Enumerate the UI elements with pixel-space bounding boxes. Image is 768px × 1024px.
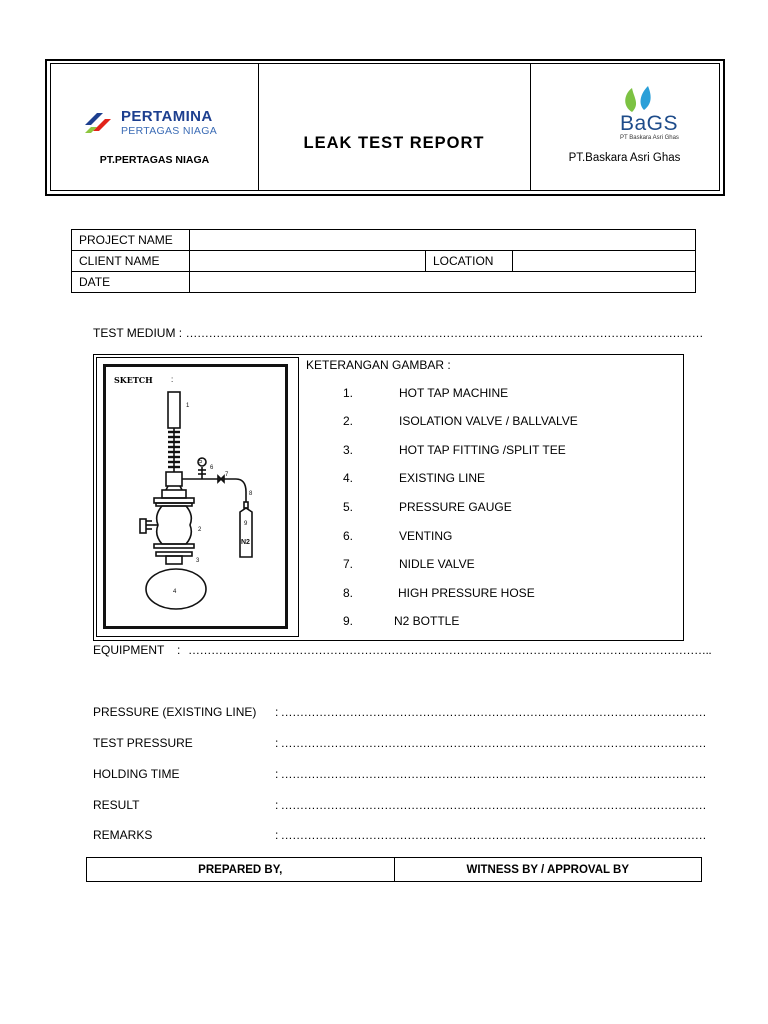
sketch-part-1: 1 bbox=[186, 403, 190, 409]
sketch-part-5: 5 bbox=[199, 459, 203, 465]
legend-item-9-text: N2 BOTTLE bbox=[394, 614, 460, 628]
sketch-frame bbox=[96, 357, 299, 637]
test-medium-label: TEST MEDIUM : bbox=[93, 326, 183, 340]
project-name-field[interactable] bbox=[190, 230, 696, 251]
project-name-row bbox=[72, 230, 696, 251]
client-name-field[interactable] bbox=[190, 251, 426, 272]
result-label: RESULT bbox=[93, 798, 140, 812]
sketch-part-7: 7 bbox=[225, 472, 229, 478]
witness-approval-cell[interactable]: WITNESS BY / APPROVAL BY bbox=[394, 858, 702, 882]
sketch-bottle-label: N2 bbox=[241, 539, 250, 546]
test-medium-line bbox=[93, 326, 703, 340]
legend-item-8-num: 8. bbox=[343, 586, 354, 600]
legend-item-2-num: 2. bbox=[343, 414, 354, 428]
legend-item-7-num: 7. bbox=[343, 557, 354, 571]
header-right-cell bbox=[530, 64, 719, 190]
pertamina-logo-icon bbox=[83, 109, 119, 137]
legend-item-4-num: 4. bbox=[343, 471, 354, 485]
test-medium-dots[interactable]: ……………………………………………………………………………………………………………………… bbox=[185, 326, 703, 340]
legend-item-9-num: 9. bbox=[343, 614, 354, 628]
report-title: LEAK TEST REPORT bbox=[303, 134, 485, 152]
legend-item-5-text: PRESSURE GAUGE bbox=[399, 500, 512, 514]
project-name-label: PROJECT NAME bbox=[72, 230, 190, 251]
equipment-label: EQUIPMENT bbox=[93, 643, 165, 657]
bags-logo-icon bbox=[620, 84, 666, 114]
pertamina-logo-sub: PERTAGAS NIAGA bbox=[121, 125, 218, 137]
sketch-label: SKETCH bbox=[114, 375, 153, 385]
remarks-field[interactable]: : ………………………………………………………………………………………………… bbox=[275, 828, 707, 842]
bags-logo-word: BaGS bbox=[620, 112, 679, 135]
legend-item-6-text: VENTING bbox=[399, 529, 453, 543]
signature-row bbox=[87, 858, 702, 882]
signature-table bbox=[86, 857, 702, 882]
date-label: DATE bbox=[72, 272, 190, 293]
report-header bbox=[45, 59, 725, 196]
test-pressure-field[interactable]: : ………………………………………………………………………………………………… bbox=[275, 736, 707, 750]
equipment-line bbox=[93, 643, 712, 657]
sketch-drawing-area bbox=[103, 364, 288, 629]
sketch-part-9: 9 bbox=[244, 521, 248, 527]
legend-item-6-num: 6. bbox=[343, 529, 354, 543]
legend-item-7-text: NIDLE VALVE bbox=[399, 557, 475, 571]
right-company-name: PT.Baskara Asri Ghas bbox=[568, 152, 681, 164]
bags-logo-sub: PT Baskara Asri Ghas bbox=[620, 135, 679, 141]
legend-item-5-num: 5. bbox=[343, 500, 354, 514]
header-left-cell bbox=[51, 64, 259, 190]
legend-item-4-text: EXISTING LINE bbox=[399, 471, 486, 485]
client-name-row bbox=[72, 251, 696, 272]
legend-item-1-text: HOT TAP MACHINE bbox=[399, 386, 509, 400]
sketch-part-4: 4 bbox=[173, 589, 177, 595]
pressure-existing-line-field[interactable]: : ………………………………………………………………………………………………… bbox=[275, 705, 707, 719]
pertamina-logo bbox=[83, 109, 263, 141]
equipment-dots[interactable]: ……………………………………………………………………………………………………………………….. bbox=[188, 643, 712, 657]
legend-item-2-text: ISOLATION VALVE / BALLVALVE bbox=[399, 414, 578, 428]
test-pressure-label: TEST PRESSURE bbox=[93, 736, 193, 750]
legend-title: KETERANGAN GAMBAR : bbox=[306, 358, 451, 372]
legend-item-3-num: 3. bbox=[343, 443, 354, 457]
location-field[interactable] bbox=[513, 251, 696, 272]
pressure-existing-line-label: PRESSURE (EXISTING LINE) bbox=[93, 705, 257, 719]
hot-tap-leak-test-sketch-icon bbox=[106, 367, 285, 626]
prepared-by-cell[interactable]: PREPARED BY, bbox=[87, 858, 395, 882]
sketch-part-3: 3 bbox=[196, 558, 200, 564]
left-company-name: PT.PERTAGAS NIAGA bbox=[99, 154, 210, 166]
legend-item-8-text: HIGH PRESSURE HOSE bbox=[398, 586, 535, 600]
legend-item-3-text: HOT TAP FITTING /SPLIT TEE bbox=[399, 443, 566, 457]
legend-item-1-num: 1. bbox=[343, 386, 354, 400]
sketch-part-8: 8 bbox=[249, 491, 253, 497]
bags-logo bbox=[618, 84, 698, 144]
date-field[interactable] bbox=[190, 272, 696, 293]
sketch-part-2: 2 bbox=[198, 527, 202, 533]
pertamina-logo-word: PERTAMINA bbox=[121, 108, 213, 125]
equipment-colon: : bbox=[177, 643, 181, 657]
sketch-label-colon: : bbox=[171, 375, 174, 384]
holding-time-field[interactable]: : ………………………………………………………………………………………………… bbox=[275, 767, 707, 781]
sketch-part-6: 6 bbox=[210, 465, 214, 471]
client-name-label: CLIENT NAME bbox=[72, 251, 190, 272]
header-title-cell bbox=[258, 64, 531, 190]
remarks-label: REMARKS bbox=[93, 828, 153, 842]
date-row bbox=[72, 272, 696, 293]
project-info-table bbox=[71, 229, 696, 293]
sketch-legend-box bbox=[93, 354, 684, 641]
result-field[interactable]: : ………………………………………………………………………………………………… bbox=[275, 798, 707, 812]
location-label: LOCATION bbox=[426, 251, 513, 272]
holding-time-label: HOLDING TIME bbox=[93, 767, 180, 781]
